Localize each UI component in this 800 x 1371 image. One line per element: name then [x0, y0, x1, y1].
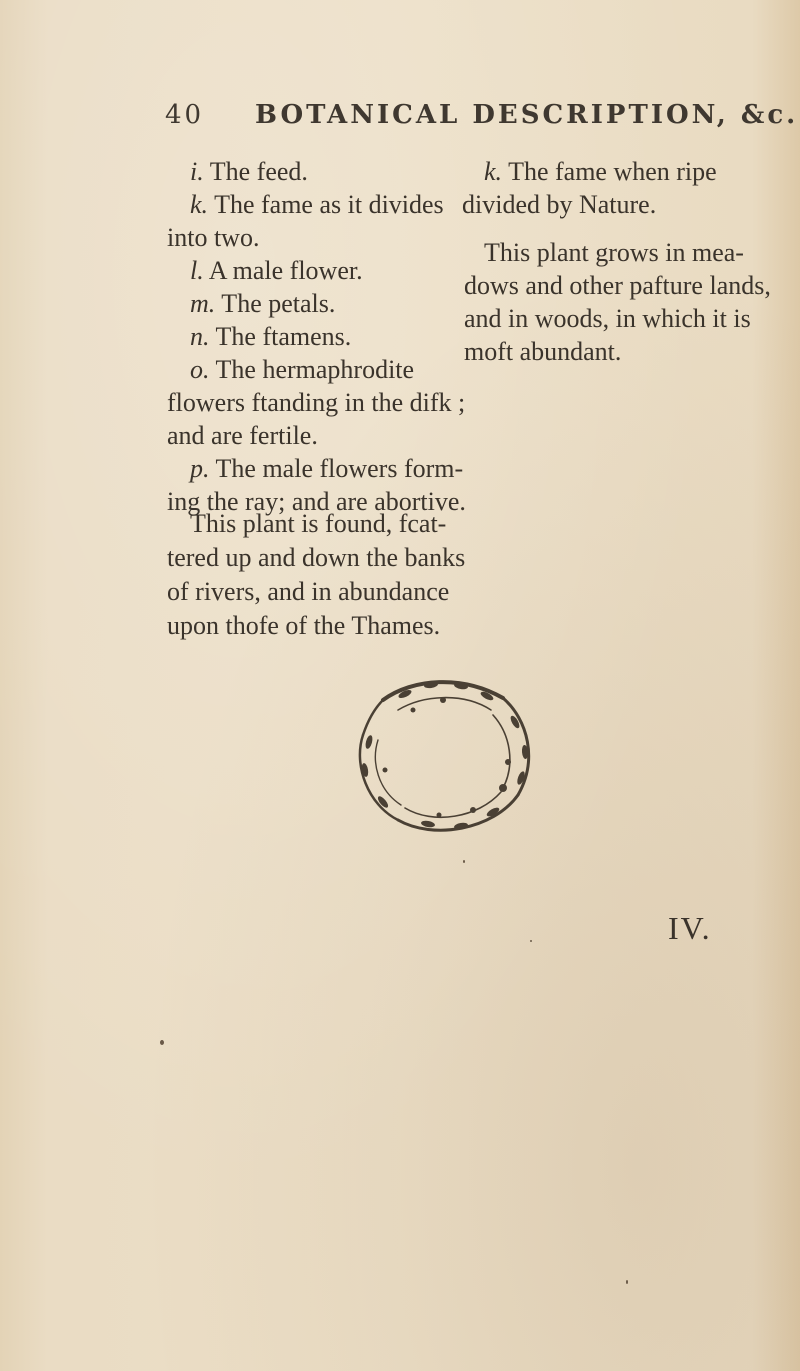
item-text: dows and other pafture lands, [464, 271, 771, 300]
item-text: The fame when ripe [502, 157, 717, 186]
text-line [484, 155, 717, 188]
item-text: divided by Nature. [462, 190, 657, 219]
item-text: moft abundant. [464, 337, 622, 366]
item-text: upon thofe of the Thames. [167, 611, 441, 640]
text-line [464, 302, 751, 335]
paper-speck [463, 860, 465, 863]
item-label: m. [190, 289, 216, 318]
item-label: i. [190, 157, 204, 186]
item-label: l. [190, 256, 204, 285]
item-text: This plant grows in mea- [484, 238, 744, 267]
item-text: The male flowers form- [209, 454, 464, 483]
item-text: This plant is found, fcat- [190, 509, 447, 538]
item-text: ing the ray; and are abortive. [167, 487, 466, 516]
item-text: of rivers, and in abundance [167, 577, 450, 606]
signature-mark: IV. [668, 910, 712, 946]
text-line [484, 236, 744, 269]
item-text: A male flower. [203, 256, 363, 285]
paper-speck [626, 1280, 628, 1284]
item-text: and are fertile. [167, 421, 318, 450]
item-text: The feed. [203, 157, 308, 186]
page-number: 40 [165, 100, 205, 130]
item-text: into two. [167, 223, 260, 252]
item-label: o. [190, 355, 210, 384]
running-title: BOTANICAL DESCRIPTION, &c. [255, 100, 799, 130]
item-label: p. [190, 454, 210, 483]
item-text: The petals. [215, 289, 336, 318]
item-label: k. [484, 157, 503, 186]
text-line [462, 188, 656, 221]
item-text: The ftamens. [209, 322, 352, 351]
item-label: k. [190, 190, 209, 219]
item-text: flowers ftanding in the difk ; [167, 388, 466, 417]
item-text: tered up and down the banks [167, 543, 466, 572]
paper-speck [530, 940, 532, 942]
item-text: and in woods, in which it is [464, 304, 751, 333]
text-line [464, 269, 771, 302]
item-text: The hermaphrodite [209, 355, 415, 384]
paper-speck [160, 1040, 164, 1045]
wreath-ornament-icon [343, 670, 543, 845]
item-text: The fame as it divides [208, 190, 444, 219]
item-label: n. [190, 322, 210, 351]
text-line [464, 335, 621, 368]
